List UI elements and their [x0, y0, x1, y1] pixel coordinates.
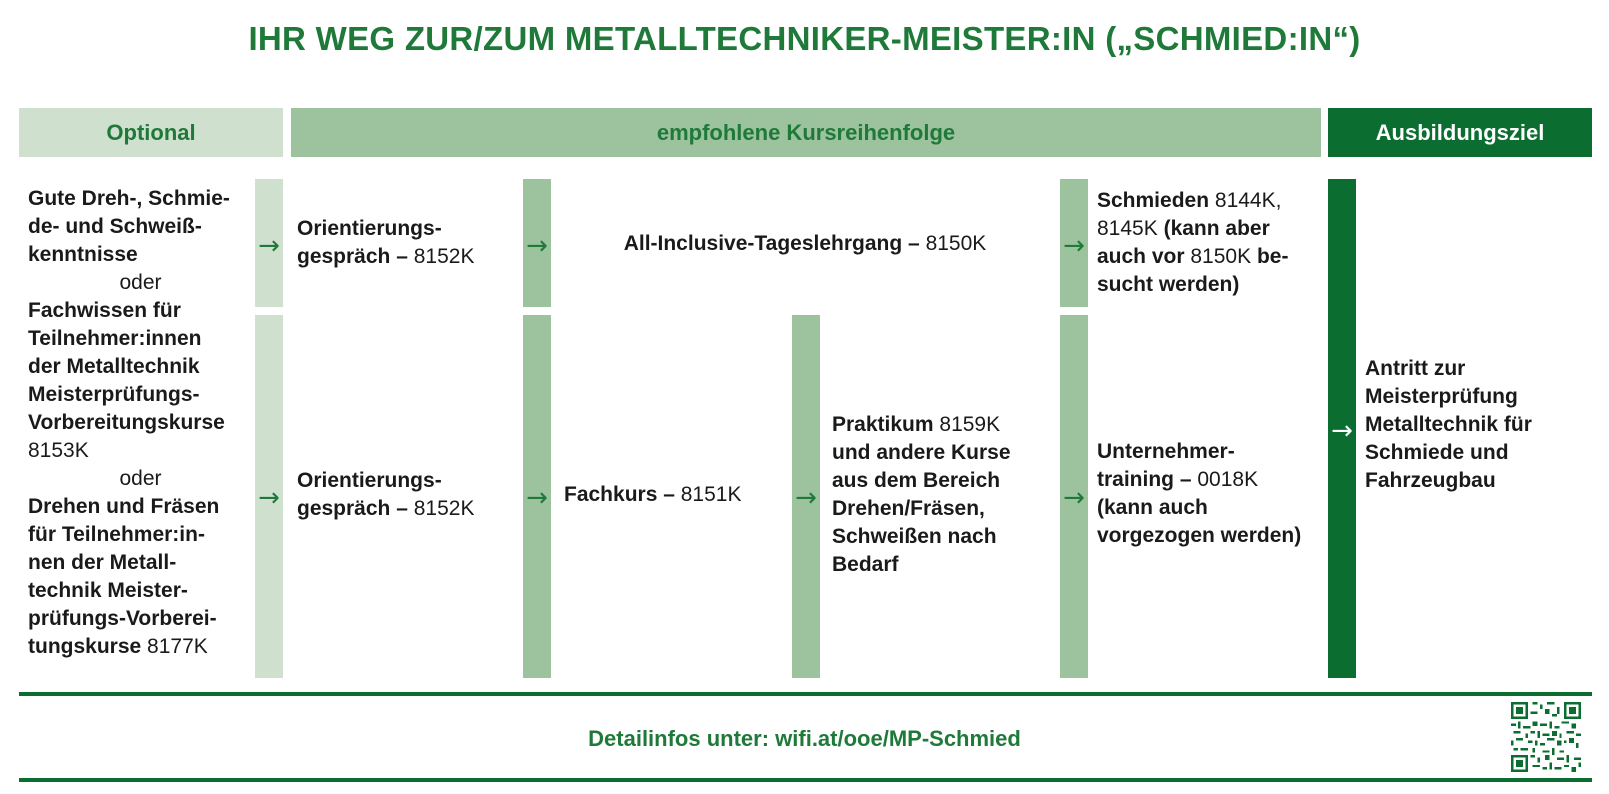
arrow-right-icon: →	[1331, 416, 1353, 446]
optional-line: tungskurse	[28, 635, 142, 658]
or-separator: oder	[119, 271, 162, 294]
course-label: Unternehmer-	[1097, 440, 1235, 463]
dash: –	[1179, 468, 1192, 491]
optional-line: kenntnisse	[28, 243, 138, 266]
arrow-right-icon: →	[526, 483, 548, 513]
header-training-goal: Ausbildungsziel	[1328, 108, 1592, 157]
course-note: Bedarf	[832, 553, 899, 576]
optional-line: der Metalltechnik	[28, 355, 200, 378]
course-note: Schweißen nach	[832, 525, 997, 548]
course-code: 8159K	[939, 413, 1001, 436]
optional-line: Drehen und Fräsen	[28, 495, 220, 518]
course-label: Schmieden	[1097, 189, 1210, 212]
arrow-right-icon: →	[1063, 231, 1085, 261]
course-code: 8152K	[413, 245, 475, 268]
optional-line: Vorbereitungskurse	[28, 411, 225, 434]
course-note: Drehen/Fräsen,	[832, 497, 985, 520]
course-note: und andere Kurse	[832, 441, 1011, 464]
praktikum-course	[832, 411, 1057, 579]
header-optional: Optional	[19, 108, 283, 157]
optional-line: Gute Dreh-, Schmie-	[28, 187, 230, 210]
course-label: All-Inclusive-Tageslehrgang	[623, 232, 903, 255]
optional-line: Meisterprüfungs-	[28, 383, 200, 406]
arrow-right-icon: →	[795, 483, 817, 513]
optional-line: de- und Schweiß-	[28, 215, 202, 238]
qr-code-icon[interactable]	[1511, 702, 1581, 772]
course-note: be-	[1256, 245, 1289, 268]
optional-line: prüfungs-Vorberei-	[28, 607, 217, 630]
course-code: 8150K	[1190, 245, 1252, 268]
header-course-sequence: empfohlene Kursreihenfolge	[291, 108, 1321, 157]
course-note: vorgezogen werden)	[1097, 524, 1302, 547]
orientation-label: Orientierungs-	[297, 217, 442, 240]
footer-divider-bottom	[19, 778, 1592, 782]
course-code: 8177K	[147, 635, 208, 658]
course-note: (kann auch	[1097, 496, 1208, 519]
optional-line: nen der Metall-	[28, 551, 177, 574]
arrow-right-icon: →	[526, 231, 548, 261]
orientation-label: gespräch	[297, 497, 391, 520]
optional-line: Fachwissen für	[28, 299, 181, 322]
optional-line: technik Meister-	[28, 579, 188, 602]
goal-line: Schmiede und	[1365, 441, 1509, 464]
orientation-talk-row2	[297, 467, 517, 523]
fachkurs-course	[564, 481, 789, 509]
or-separator: oder	[119, 467, 162, 490]
arrow-right-icon: →	[1063, 483, 1085, 513]
goal-line: Fahrzeugbau	[1365, 469, 1496, 492]
arrow-right-icon: →	[258, 483, 280, 513]
goal-line: Antritt zur	[1365, 357, 1466, 380]
page-title: IHR WEG ZUR/ZUM METALLTECHNIKER-MEISTER:IN („SCHMIED:IN“)	[248, 20, 1361, 57]
course-label: Praktikum	[832, 413, 934, 436]
course-note: auch vor	[1097, 245, 1185, 268]
optional-line: Teilnehmer:innen	[28, 327, 202, 350]
training-goal	[1365, 355, 1590, 495]
course-note: aus dem Bereich	[832, 469, 1001, 492]
optional-line: für Teilnehmer:in-	[28, 523, 205, 546]
course-code: 8153K	[28, 439, 89, 462]
footer-divider-top	[19, 692, 1592, 696]
course-code: 0018K	[1197, 468, 1259, 491]
dash: –	[396, 497, 408, 520]
course-note: sucht werden)	[1097, 273, 1240, 296]
orientation-label: Orientierungs-	[297, 469, 442, 492]
course-code: 8150K	[925, 232, 987, 255]
arrow-right-icon: →	[258, 231, 280, 261]
orientation-talk-row1	[297, 215, 517, 271]
dash: –	[663, 483, 675, 506]
course-note: (kann aber	[1163, 217, 1270, 240]
orientation-label: gespräch	[297, 245, 391, 268]
course-label: training	[1097, 468, 1174, 491]
optional-prerequisites	[28, 185, 253, 661]
goal-line: Metalltechnik für	[1365, 413, 1532, 436]
course-code: 8144K,	[1214, 189, 1282, 212]
goal-line: Meisterprüfung	[1365, 385, 1518, 408]
course-code: 8151K	[680, 483, 742, 506]
course-code: 8152K	[413, 497, 475, 520]
course-code: 8145K	[1097, 217, 1158, 240]
dash: –	[396, 245, 408, 268]
all-inclusive-course	[560, 230, 1050, 258]
dash: –	[908, 232, 920, 255]
course-label: Fachkurs	[564, 483, 658, 506]
schmieden-course	[1097, 187, 1327, 299]
entrepreneur-training	[1097, 438, 1327, 550]
detail-info-link[interactable]: Detailinfos unter: wifi.at/ooe/MP-Schmied	[588, 726, 1021, 751]
